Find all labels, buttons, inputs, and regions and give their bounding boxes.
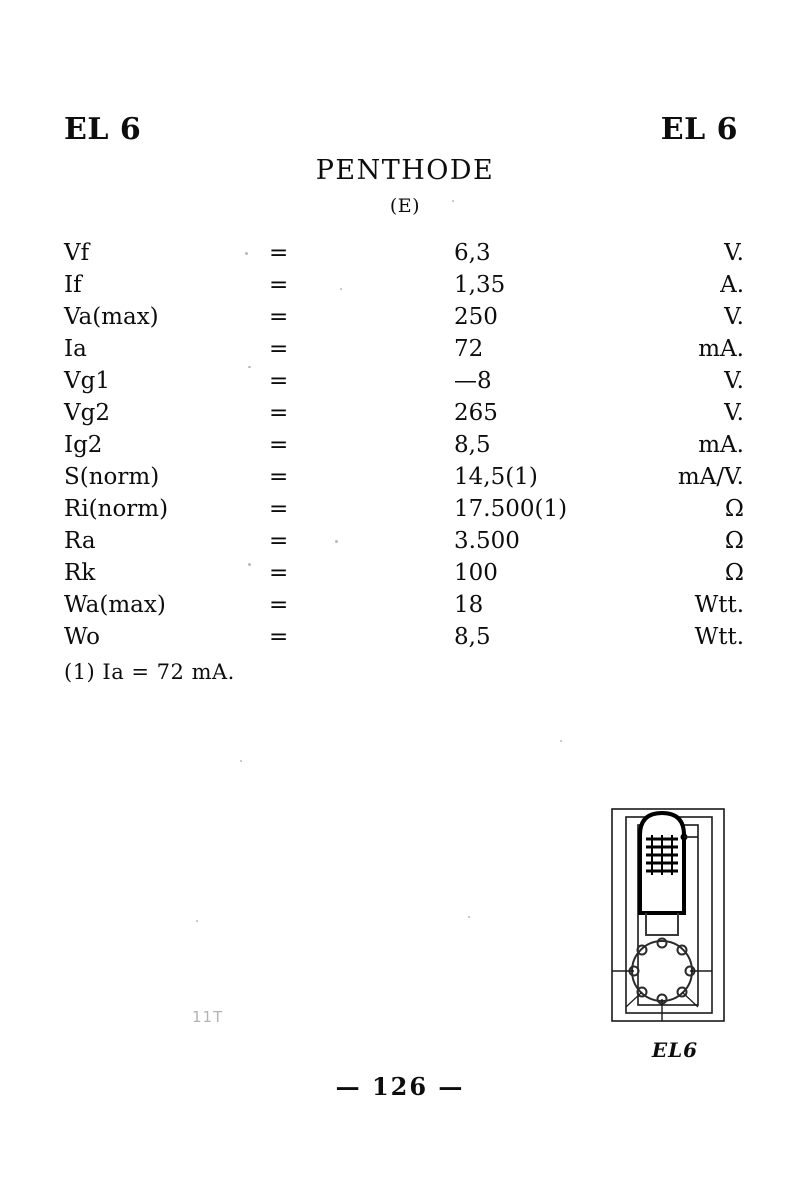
spec-equals: = <box>269 368 289 394</box>
table-row <box>64 238 744 270</box>
spec-unit: mA. <box>698 432 744 458</box>
page-number: — 126 — <box>335 1072 465 1101</box>
spec-symbol: Ra <box>64 528 96 554</box>
spec-unit: A. <box>720 272 744 298</box>
table-row <box>64 590 744 622</box>
table-row <box>64 334 744 366</box>
table-row <box>64 398 744 430</box>
scan-speck <box>248 366 251 368</box>
spec-value: 6,3 <box>454 240 491 266</box>
spec-value: 14,5(1) <box>454 464 538 490</box>
table-row <box>64 622 744 654</box>
scan-speck <box>245 252 248 255</box>
table-row <box>64 494 744 526</box>
spec-equals: = <box>269 560 289 586</box>
spec-value: 265 <box>454 400 498 426</box>
spec-equals: = <box>269 592 289 618</box>
page-header-left-code: EL 6 <box>64 112 142 147</box>
spec-symbol: Rk <box>64 560 96 586</box>
spec-value: 17.500(1) <box>454 496 568 522</box>
table-row <box>64 526 744 558</box>
spec-value: 8,5 <box>454 432 491 458</box>
tube-diagram-label: EL6 <box>651 1038 699 1062</box>
spec-unit: Ω <box>724 528 744 554</box>
page-subtitle: (E) <box>389 195 421 217</box>
spec-value: 18 <box>454 592 484 618</box>
spec-symbol: Ri(norm) <box>64 496 169 522</box>
spec-unit: V. <box>724 304 744 330</box>
table-row <box>64 302 744 334</box>
scan-speck <box>196 920 198 922</box>
table-row <box>64 270 744 302</box>
scan-speck <box>340 288 342 290</box>
spec-equals: = <box>269 272 289 298</box>
tube-diagram-svg <box>600 795 750 1060</box>
spec-unit: V. <box>724 240 744 266</box>
specification-table-body <box>64 238 744 654</box>
spec-symbol: Ia <box>64 336 87 362</box>
spec-value: 3.500 <box>454 528 520 554</box>
spec-symbol: Vg2 <box>64 400 110 426</box>
spec-unit: Wtt. <box>694 624 744 650</box>
page-header-right-code: EL 6 <box>660 112 738 147</box>
spec-unit: V. <box>724 368 744 394</box>
spec-unit: Ω <box>724 560 744 586</box>
spec-unit: mA. <box>698 336 744 362</box>
spec-equals: = <box>269 528 289 554</box>
spec-value: 72 <box>454 336 484 362</box>
scan-speck <box>560 740 562 742</box>
spec-equals: = <box>269 400 289 426</box>
scan-speck <box>248 563 251 566</box>
spec-symbol: S(norm) <box>64 464 160 490</box>
spec-value: 1,35 <box>454 272 506 298</box>
spec-equals: = <box>269 240 289 266</box>
spec-equals: = <box>269 304 289 330</box>
scan-speck <box>240 760 242 762</box>
table-row <box>64 558 744 590</box>
page-title: PENTHODE <box>315 155 495 186</box>
spec-value: 100 <box>454 560 498 586</box>
specification-table <box>64 238 744 654</box>
spec-equals: = <box>269 336 289 362</box>
scan-speck <box>335 540 338 543</box>
spec-unit: mA/V. <box>677 464 744 490</box>
spec-symbol: Vg1 <box>64 368 110 394</box>
tube-socket-diagram <box>600 795 750 1060</box>
spec-value: 250 <box>454 304 498 330</box>
scan-speck <box>468 916 470 918</box>
spec-symbol: If <box>64 272 82 298</box>
table-row <box>64 430 744 462</box>
scan-artifact-text: 11T <box>192 1008 224 1026</box>
spec-equals: = <box>269 624 289 650</box>
spec-value: —8 <box>454 368 492 394</box>
spec-equals: = <box>269 432 289 458</box>
table-row <box>64 366 744 398</box>
table-row <box>64 462 744 494</box>
spec-equals: = <box>269 464 289 490</box>
spec-symbol: Wo <box>64 624 100 650</box>
spec-value: 8,5 <box>454 624 491 650</box>
spec-symbol: Va(max) <box>64 304 159 330</box>
table-footnote: (1) Ia = 72 mA. <box>64 660 235 684</box>
spec-unit: V. <box>724 400 744 426</box>
spec-unit: Ω <box>724 496 744 522</box>
spec-unit: Wtt. <box>694 592 744 618</box>
scan-speck <box>452 200 454 202</box>
spec-symbol: Vf <box>64 240 90 266</box>
spec-equals: = <box>269 496 289 522</box>
spec-symbol: Ig2 <box>64 432 103 458</box>
spec-symbol: Wa(max) <box>64 592 166 618</box>
